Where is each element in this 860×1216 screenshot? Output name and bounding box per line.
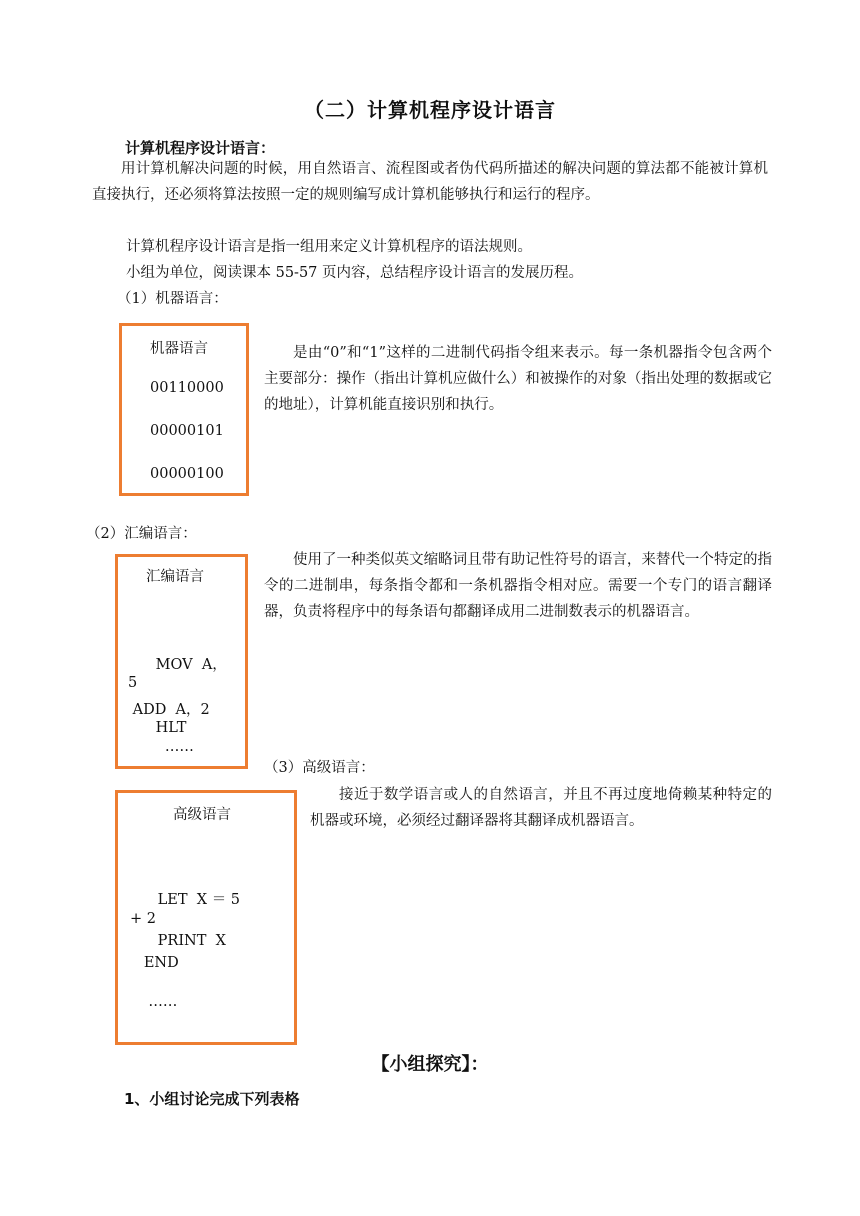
assembly-code-line: HLT [128,720,187,736]
machine-code-line: 00000100 [150,466,224,482]
assembly-code-line: ADD A，2 [128,702,210,718]
machine-language-description: 是由“0”和“1”这样的二进制代码指令组来表示。每一条机器指令包含两个主要部分：操作（指出计算机应做什么）和被操作的对象（指出处理的数据或它的地址），计算机能直接识别和执行。 [264,345,772,413]
assembly-code-line: 5 [128,675,138,691]
reading-task-paragraph: 小组为单位，阅读课本 55-57 页内容，总结程序设计语言的发展历程。 [126,265,584,281]
machine-language-box [119,323,249,496]
machine-code-line: 00000101 [150,423,224,439]
machine-language-label: （1）机器语言： [117,291,228,307]
high-level-language-description: 接近于数学语言或人的自然语言，并且不再过度地倚赖某种特定的机器或环境，必须经过翻译器将其翻译成机器语言。 [310,787,772,829]
high-level-box-title: 高级语言 [173,807,231,823]
assembly-language-box [115,554,248,769]
page-title: （二）计算机程序设计语言 [304,98,556,122]
assembly-box-title: 汇编语言 [146,569,204,585]
high-level-code-line: + 2 [130,911,156,927]
high-level-code-line: LET X ＝ 5 [130,892,241,908]
high-level-code-line: END [130,955,179,971]
high-level-language-label: （3）高级语言： [264,760,375,776]
task-instruction: 1、小组讨论完成下列表格 [124,1090,300,1108]
definition-paragraph: 计算机程序设计语言是指一组用来定义计算机程序的语法规则。 [126,239,532,255]
section-heading: 计算机程序设计语言： [125,139,276,157]
high-level-language-box [115,790,297,1045]
assembly-code-line: …… [128,739,194,755]
assembly-language-label: （2）汇编语言： [86,526,197,542]
assembly-language-description: 使用了一种类似英文缩略词且带有助记性符号的语言，来替代一个特定的指令的二进制串，每条指令都和一条机器指令相对应。需要一个专门的语言翻译器，负责将程序中的每条语句都翻译成用二进制数表示的机器语言。 [264,552,772,620]
group-exploration-heading: 【小组探究】： [371,1054,489,1075]
assembly-code-line: MOV A， [128,657,227,673]
intro-paragraph: 用计算机解决问题的时候，用自然语言、流程图或者伪代码所描述的解决问题的算法都不能被计算机直接执行，还必须将算法按照一定的规则编写成计算机能够执行和运行的程序。 [92,161,768,203]
high-level-code-line: PRINT X [130,933,226,949]
machine-code-line: 00110000 [150,380,224,396]
machine-box-title: 机器语言 [150,341,208,357]
high-level-code-line: …… [130,994,178,1010]
